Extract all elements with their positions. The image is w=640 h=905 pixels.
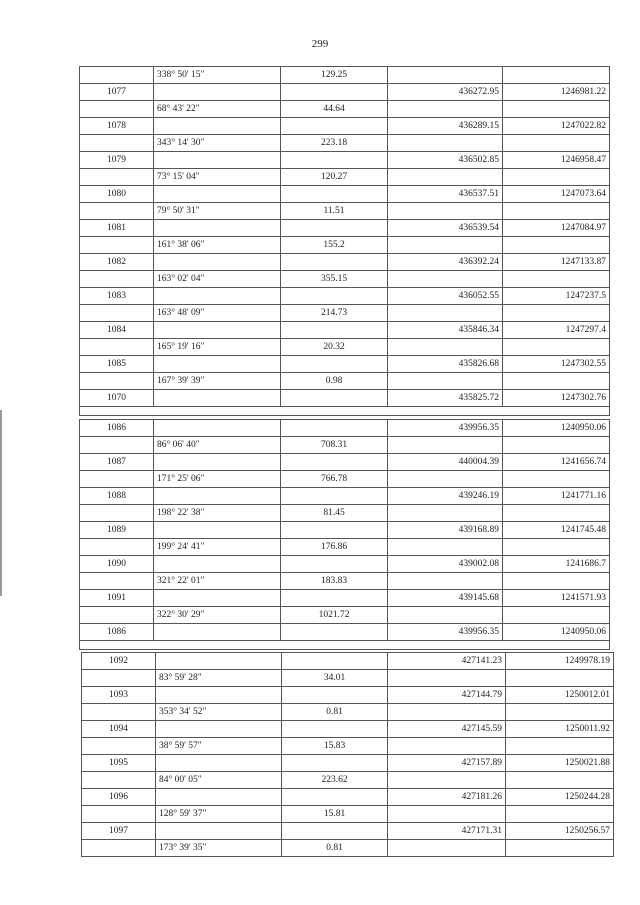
bearing-cell: 165° 19' 16": [154, 339, 281, 356]
distance-cell: [281, 390, 388, 407]
bearing-cell: [154, 454, 281, 471]
table-row: [80, 237, 610, 254]
separator-cell: [80, 407, 610, 416]
x-coordinate-cell: [388, 101, 503, 118]
distance-cell: 1021.72: [281, 607, 388, 624]
point-cell: 1078: [80, 118, 154, 135]
x-coordinate-cell: 436392.24: [388, 254, 503, 271]
table-row: [80, 624, 610, 641]
x-coordinate-cell: 436289.15: [388, 118, 503, 135]
table-row: [80, 169, 610, 186]
y-coordinate-cell: 1250021.88: [506, 755, 614, 772]
bearing-cell: [156, 721, 282, 738]
distance-cell: [281, 420, 388, 437]
point-cell: 1092: [82, 653, 156, 670]
bearing-cell: 79° 50' 31": [154, 203, 281, 220]
distance-cell: 11.51: [281, 203, 388, 220]
distance-cell: 20.32: [281, 339, 388, 356]
y-coordinate-cell: 1241656.74: [503, 454, 610, 471]
x-coordinate-cell: [388, 738, 506, 755]
y-coordinate-cell: 1247073.64: [503, 186, 610, 203]
bearing-cell: [154, 556, 281, 573]
x-coordinate-cell: [388, 704, 506, 721]
y-coordinate-cell: [506, 738, 614, 755]
point-cell: 1086: [80, 420, 154, 437]
distance-cell: [282, 823, 388, 840]
y-coordinate-cell: 1241686.7: [503, 556, 610, 573]
bearing-cell: [154, 488, 281, 505]
bearing-cell: [154, 220, 281, 237]
y-coordinate-cell: [503, 271, 610, 288]
y-coordinate-cell: [503, 539, 610, 556]
table-row: [80, 101, 610, 118]
x-coordinate-cell: [388, 840, 506, 857]
y-coordinate-cell: [503, 169, 610, 186]
x-coordinate-cell: [388, 505, 503, 522]
x-coordinate-cell: 439145.68: [388, 590, 503, 607]
y-coordinate-cell: 1250244.28: [506, 789, 614, 806]
distance-cell: 120.27: [281, 169, 388, 186]
bearing-cell: 68° 43' 22": [154, 101, 281, 118]
distance-cell: [281, 288, 388, 305]
bearing-cell: 161° 38' 06": [154, 237, 281, 254]
bearing-cell: [154, 288, 281, 305]
point-cell: [80, 203, 154, 220]
table-row: [82, 687, 614, 704]
bearing-cell: [154, 420, 281, 437]
point-cell: 1097: [82, 823, 156, 840]
y-coordinate-cell: [503, 203, 610, 220]
table-row: [80, 322, 610, 339]
x-coordinate-cell: 436502.85: [388, 152, 503, 169]
table-row: [80, 67, 610, 84]
y-coordinate-cell: [503, 305, 610, 322]
y-coordinate-cell: [503, 437, 610, 454]
y-coordinate-cell: [506, 806, 614, 823]
y-coordinate-cell: 1247084.97: [503, 220, 610, 237]
table-row: [80, 84, 610, 101]
distance-cell: 15.83: [282, 738, 388, 755]
table-row: [82, 670, 614, 687]
table-row: [80, 118, 610, 135]
point-cell: 1085: [80, 356, 154, 373]
bearing-cell: [154, 84, 281, 101]
bearing-cell: [156, 789, 282, 806]
point-cell: 1080: [80, 186, 154, 203]
y-coordinate-cell: 1247297.4: [503, 322, 610, 339]
bearing-cell: [156, 687, 282, 704]
x-coordinate-cell: 436537.51: [388, 186, 503, 203]
x-coordinate-cell: [388, 772, 506, 789]
y-coordinate-cell: [506, 840, 614, 857]
distance-cell: 155.2: [281, 237, 388, 254]
point-cell: [80, 169, 154, 186]
bearing-cell: [156, 823, 282, 840]
table-row: [82, 789, 614, 806]
x-coordinate-cell: [388, 806, 506, 823]
x-coordinate-cell: 436272.95: [388, 84, 503, 101]
y-coordinate-cell: 1249978.19: [506, 653, 614, 670]
bearing-cell: [156, 755, 282, 772]
point-cell: 1086: [80, 624, 154, 641]
point-cell: 1087: [80, 454, 154, 471]
bearing-cell: [154, 390, 281, 407]
bearing-cell: [154, 254, 281, 271]
bearing-cell: 198° 22' 38": [154, 505, 281, 522]
table-row: [82, 840, 614, 857]
y-coordinate-cell: [503, 67, 610, 84]
table-row: [80, 356, 610, 373]
distance-cell: 15.81: [282, 806, 388, 823]
y-coordinate-cell: 1247237.5: [503, 288, 610, 305]
bearing-cell: 84° 00' 05": [156, 772, 282, 789]
y-coordinate-cell: 1241771.16: [503, 488, 610, 505]
distance-cell: 44.64: [281, 101, 388, 118]
x-coordinate-cell: 427144.79: [388, 687, 506, 704]
y-coordinate-cell: [506, 704, 614, 721]
distance-cell: 34.01: [282, 670, 388, 687]
x-coordinate-cell: [388, 670, 506, 687]
distance-cell: [281, 454, 388, 471]
y-coordinate-cell: 1241571.93: [503, 590, 610, 607]
x-coordinate-cell: [388, 339, 503, 356]
distance-cell: [281, 356, 388, 373]
point-cell: [80, 67, 154, 84]
table-separator-row: [80, 407, 610, 416]
point-cell: 1084: [80, 322, 154, 339]
x-coordinate-cell: 439002.08: [388, 556, 503, 573]
scan-edge-mark: [0, 410, 2, 596]
bearing-cell: [154, 356, 281, 373]
point-cell: 1077: [80, 84, 154, 101]
distance-cell: 223.18: [281, 135, 388, 152]
x-coordinate-cell: [388, 607, 503, 624]
table-row: [80, 590, 610, 607]
point-cell: [80, 271, 154, 288]
distance-cell: 708.31: [281, 437, 388, 454]
point-cell: 1081: [80, 220, 154, 237]
bearing-cell: [154, 522, 281, 539]
point-cell: 1094: [82, 721, 156, 738]
table-row: [80, 339, 610, 356]
table-row: [80, 488, 610, 505]
x-coordinate-cell: [388, 169, 503, 186]
y-coordinate-cell: [503, 471, 610, 488]
bearing-cell: 353° 34' 52": [156, 704, 282, 721]
point-cell: [82, 670, 156, 687]
bearing-cell: [154, 186, 281, 203]
y-coordinate-cell: 1246958.47: [503, 152, 610, 169]
bearing-cell: [154, 322, 281, 339]
table-row: [80, 203, 610, 220]
table-row: [82, 772, 614, 789]
x-coordinate-cell: 427145.59: [388, 721, 506, 738]
bearing-cell: 322° 30' 29": [154, 607, 281, 624]
x-coordinate-cell: 427141.23: [388, 653, 506, 670]
point-cell: [80, 237, 154, 254]
x-coordinate-cell: 435846.34: [388, 322, 503, 339]
point-cell: 1095: [82, 755, 156, 772]
bearing-cell: [154, 152, 281, 169]
distance-cell: 0.81: [282, 840, 388, 857]
bearing-cell: 338° 50' 15": [154, 67, 281, 84]
point-cell: [82, 840, 156, 857]
x-coordinate-cell: 427157.89: [388, 755, 506, 772]
point-cell: 1090: [80, 556, 154, 573]
distance-cell: [281, 522, 388, 539]
point-cell: 1091: [80, 590, 154, 607]
y-coordinate-cell: [506, 670, 614, 687]
x-coordinate-cell: [388, 135, 503, 152]
point-cell: [82, 738, 156, 755]
x-coordinate-cell: [388, 573, 503, 590]
distance-cell: 176.86: [281, 539, 388, 556]
distance-cell: 214.73: [281, 305, 388, 322]
point-cell: 1079: [80, 152, 154, 169]
y-coordinate-cell: 1241745.48: [503, 522, 610, 539]
distance-cell: [281, 556, 388, 573]
y-coordinate-cell: 1250256.57: [506, 823, 614, 840]
table-row: [82, 738, 614, 755]
distance-cell: [281, 624, 388, 641]
y-coordinate-cell: [503, 373, 610, 390]
point-cell: [80, 539, 154, 556]
distance-cell: [282, 687, 388, 704]
point-cell: 1082: [80, 254, 154, 271]
point-cell: [80, 339, 154, 356]
bearing-cell: 128° 59' 37": [156, 806, 282, 823]
point-cell: [82, 772, 156, 789]
y-coordinate-cell: 1247133.87: [503, 254, 610, 271]
distance-cell: [281, 152, 388, 169]
y-coordinate-cell: [503, 237, 610, 254]
y-coordinate-cell: [503, 339, 610, 356]
y-coordinate-cell: [503, 607, 610, 624]
table-row: [80, 471, 610, 488]
y-coordinate-cell: [503, 573, 610, 590]
table-row: [80, 556, 610, 573]
point-cell: [80, 305, 154, 322]
distance-cell: [281, 590, 388, 607]
table-row: [80, 152, 610, 169]
coordinates-table-2: [79, 419, 610, 650]
x-coordinate-cell: [388, 271, 503, 288]
table-row: [80, 573, 610, 590]
bearing-cell: 343° 14' 30": [154, 135, 281, 152]
table-row: [80, 437, 610, 454]
page-number: 299: [311, 38, 329, 50]
point-cell: [80, 573, 154, 590]
bearing-cell: [154, 624, 281, 641]
bearing-cell: 173° 39' 35": [156, 840, 282, 857]
point-cell: [80, 101, 154, 118]
x-coordinate-cell: 427171.31: [388, 823, 506, 840]
y-coordinate-cell: 1240950.06: [503, 420, 610, 437]
bearing-cell: [156, 653, 282, 670]
table-row: [80, 607, 610, 624]
point-cell: 1088: [80, 488, 154, 505]
point-cell: 1083: [80, 288, 154, 305]
point-cell: 1096: [82, 789, 156, 806]
y-coordinate-cell: 1250011.92: [506, 721, 614, 738]
table-row: [80, 522, 610, 539]
distance-cell: 0.98: [281, 373, 388, 390]
x-coordinate-cell: 439168.89: [388, 522, 503, 539]
distance-cell: [281, 220, 388, 237]
distance-cell: 223.62: [282, 772, 388, 789]
bearing-cell: 83° 59' 28": [156, 670, 282, 687]
point-cell: 1093: [82, 687, 156, 704]
x-coordinate-cell: 439956.35: [388, 624, 503, 641]
distance-cell: 766.78: [281, 471, 388, 488]
distance-cell: 129.25: [281, 67, 388, 84]
coordinates-table-1: [79, 66, 610, 416]
table-row: [80, 254, 610, 271]
bearing-cell: 163° 48' 09": [154, 305, 281, 322]
x-coordinate-cell: 439956.35: [388, 420, 503, 437]
distance-cell: 81.45: [281, 505, 388, 522]
point-cell: [80, 471, 154, 488]
y-coordinate-cell: [503, 505, 610, 522]
table-row: [80, 186, 610, 203]
point-cell: [80, 607, 154, 624]
table-row: [82, 721, 614, 738]
table-row: [82, 653, 614, 670]
y-coordinate-cell: [506, 772, 614, 789]
point-cell: 1070: [80, 390, 154, 407]
point-cell: 1089: [80, 522, 154, 539]
bearing-cell: 86° 06' 40": [154, 437, 281, 454]
separator-cell: [80, 641, 610, 650]
y-coordinate-cell: 1240950.06: [503, 624, 610, 641]
x-coordinate-cell: [388, 539, 503, 556]
coordinates-table-3: [81, 652, 614, 857]
point-cell: [80, 505, 154, 522]
distance-cell: [281, 488, 388, 505]
table-row: [80, 305, 610, 322]
y-coordinate-cell: 1246981.22: [503, 84, 610, 101]
y-coordinate-cell: 1247302.76: [503, 390, 610, 407]
x-coordinate-cell: [388, 67, 503, 84]
distance-cell: 355.15: [281, 271, 388, 288]
x-coordinate-cell: 435826.68: [388, 356, 503, 373]
x-coordinate-cell: [388, 237, 503, 254]
point-cell: [80, 437, 154, 454]
bearing-cell: 321° 22' 01": [154, 573, 281, 590]
x-coordinate-cell: [388, 305, 503, 322]
distance-cell: [282, 653, 388, 670]
point-cell: [80, 135, 154, 152]
y-coordinate-cell: [503, 101, 610, 118]
table-row: [80, 454, 610, 471]
table-row: [80, 420, 610, 437]
table-row: [80, 539, 610, 556]
table-separator-row: [80, 641, 610, 650]
point-cell: [80, 373, 154, 390]
distance-cell: 0.81: [282, 704, 388, 721]
distance-cell: [282, 755, 388, 772]
x-coordinate-cell: 435825.72: [388, 390, 503, 407]
distance-cell: [281, 84, 388, 101]
distance-cell: [281, 118, 388, 135]
bearing-cell: 163° 02' 04": [154, 271, 281, 288]
table-row: [82, 806, 614, 823]
table-row: [80, 220, 610, 237]
x-coordinate-cell: 436539.54: [388, 220, 503, 237]
bearing-cell: 171° 25' 06": [154, 471, 281, 488]
distance-cell: [281, 186, 388, 203]
x-coordinate-cell: [388, 437, 503, 454]
x-coordinate-cell: [388, 373, 503, 390]
bearing-cell: 199° 24' 41": [154, 539, 281, 556]
table-row: [80, 373, 610, 390]
x-coordinate-cell: 436052.55: [388, 288, 503, 305]
x-coordinate-cell: 440004.39: [388, 454, 503, 471]
point-cell: [82, 806, 156, 823]
bearing-cell: [154, 118, 281, 135]
table-row: [82, 823, 614, 840]
table-row: [80, 390, 610, 407]
table-row: [82, 755, 614, 772]
distance-cell: [281, 254, 388, 271]
y-coordinate-cell: 1247302.55: [503, 356, 610, 373]
y-coordinate-cell: 1247022.82: [503, 118, 610, 135]
bearing-cell: 73° 15' 04": [154, 169, 281, 186]
y-coordinate-cell: [503, 135, 610, 152]
x-coordinate-cell: [388, 203, 503, 220]
table-row: [82, 704, 614, 721]
x-coordinate-cell: 427181.26: [388, 789, 506, 806]
table-row: [80, 288, 610, 305]
x-coordinate-cell: [388, 471, 503, 488]
distance-cell: [282, 789, 388, 806]
distance-cell: [281, 322, 388, 339]
y-coordinate-cell: 1250012.01: [506, 687, 614, 704]
bearing-cell: 167° 39' 39": [154, 373, 281, 390]
table-row: [80, 505, 610, 522]
distance-cell: [282, 721, 388, 738]
distance-cell: 183.83: [281, 573, 388, 590]
bearing-cell: 38° 59' 57": [156, 738, 282, 755]
table-row: [80, 135, 610, 152]
x-coordinate-cell: 439246.19: [388, 488, 503, 505]
table-row: [80, 271, 610, 288]
bearing-cell: [154, 590, 281, 607]
point-cell: [82, 704, 156, 721]
